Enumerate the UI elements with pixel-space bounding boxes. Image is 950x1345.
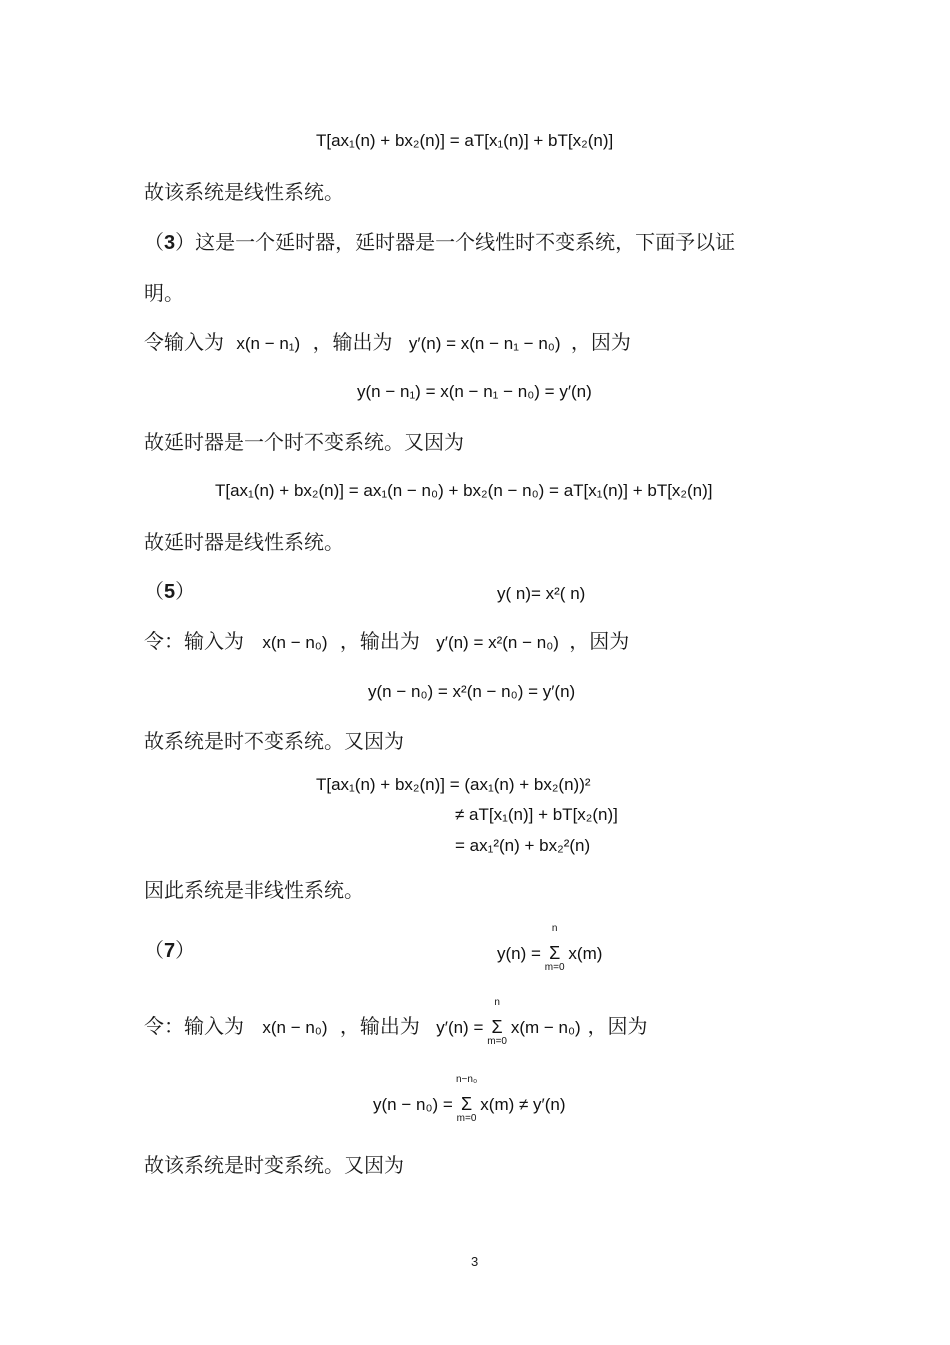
section-3-text-cont: 明。 — [144, 281, 184, 305]
section-3-heading — [144, 232, 735, 253]
section-number: 7 — [164, 940, 176, 962]
math-input: x(n − n₁) — [236, 334, 301, 353]
equation-section-5: y( n)= x²( n) — [497, 584, 586, 603]
eq-lhs: y(n − n₀) = — [373, 1095, 453, 1114]
eq-rhs: x(m) ≠ y′(n) — [480, 1095, 566, 1114]
math-output: y′(n) = x²(n − n₀) — [436, 633, 559, 652]
equation-linearity-1: T[ax₁(n) + bx₂(n)] = aT[x₁(n)] + bT[x₂(n)] — [316, 131, 614, 150]
paren-open: （ — [144, 230, 164, 254]
equation-nonlinear-line3: = ax₁²(n) + bx₂²(n) — [455, 836, 591, 855]
page-number: 3 — [471, 1254, 479, 1269]
text-let-input: 令输入为 — [144, 330, 224, 354]
sigma-upper: n — [551, 923, 558, 934]
math-input: x(n − n₀) — [262, 633, 328, 652]
paren-close: ） — [175, 230, 196, 254]
section-number: 5 — [164, 581, 176, 603]
paragraph-let-input — [144, 332, 631, 352]
sigma-lower: m=0 — [456, 1113, 477, 1124]
equation-linearity-2: T[ax₁(n) + bx₂(n)] = ax₁(n − n₀) + bx₂(n − n₀) = aT[x₁(n)] + bT[x₂(n)] — [215, 481, 713, 500]
text-because: ，因为 — [587, 1014, 648, 1038]
math-output — [436, 997, 585, 1047]
sigma-upper: n — [494, 997, 500, 1008]
math-input: x(n − n₀) — [262, 1018, 328, 1037]
paren-close: ） — [175, 938, 196, 962]
text-output: ，输出为 — [312, 330, 393, 354]
equation-time-varying — [373, 1074, 566, 1124]
sigma-lower: m=0 — [544, 962, 565, 973]
section-7-heading — [144, 940, 195, 961]
paragraph-time-invariant: 故延时器是一个时不变系统。又因为 — [144, 430, 464, 454]
eq-lhs: y′(n) = — [436, 1018, 484, 1037]
summation-symbol: Σ n m=0 — [488, 1018, 506, 1036]
math-output: y′(n) = x(n − n₁ − n₀) — [408, 334, 561, 353]
section-5-heading — [144, 581, 195, 602]
equation-nonlinear-line1: T[ax₁(n) + bx₂(n)] = (ax₁(n) + bx₂(n))² — [316, 775, 591, 794]
text-let-input: 令：输入为 — [144, 1014, 244, 1038]
equation-section-7 — [497, 923, 603, 973]
paren-open: （ — [144, 938, 164, 962]
text-because: ，因为 — [570, 330, 631, 354]
text-output: ，输出为 — [339, 1014, 420, 1038]
paragraph-linear-conclusion-2: 故延时器是线性系统。 — [144, 530, 344, 554]
paren-open: （ — [144, 579, 164, 603]
text-because: ，因为 — [569, 629, 630, 653]
sigma-upper: n−n₀ — [455, 1074, 478, 1085]
equation-time-shift-5: y(n − n₀) = x²(n − n₀) = y′(n) — [368, 682, 576, 701]
text-let-input: 令：输入为 — [144, 629, 244, 653]
section-number: 3 — [164, 232, 176, 254]
equation-time-shift: y(n − n₁) = x(n − n₁ − n₀) = y′(n) — [357, 382, 592, 401]
text-output: ，输出为 — [339, 629, 420, 653]
paragraph-nonlinear-conclusion: 因此系统是非线性系统。 — [144, 878, 364, 902]
eq-rhs: x(m) — [568, 944, 603, 963]
paren-close: ） — [175, 579, 196, 603]
eq-rhs: x(m − n₀) — [510, 1018, 581, 1037]
eq-lhs: y(n) = — [497, 944, 541, 963]
paragraph-let-input-5 — [144, 631, 629, 651]
sigma-lower: m=0 — [487, 1036, 507, 1047]
summation-symbol: Σ n−n₀ m=0 — [458, 1095, 476, 1113]
equation-nonlinear-line2: ≠ aT[x₁(n)] + bT[x₂(n)] — [455, 805, 618, 824]
section-3-text: 这是一个延时器，延时器是一个线性时不变系统，下面予以证 — [195, 230, 736, 254]
paragraph-time-invariant-5: 故系统是时不变系统。又因为 — [144, 729, 404, 753]
summation-symbol: Σ n m=0 — [546, 944, 564, 962]
paragraph-let-input-7 — [144, 997, 648, 1047]
paragraph-time-varying-conclusion: 故该系统是时变系统。又因为 — [144, 1153, 404, 1177]
paragraph-linear-conclusion: 故该系统是线性系统。 — [144, 180, 344, 204]
